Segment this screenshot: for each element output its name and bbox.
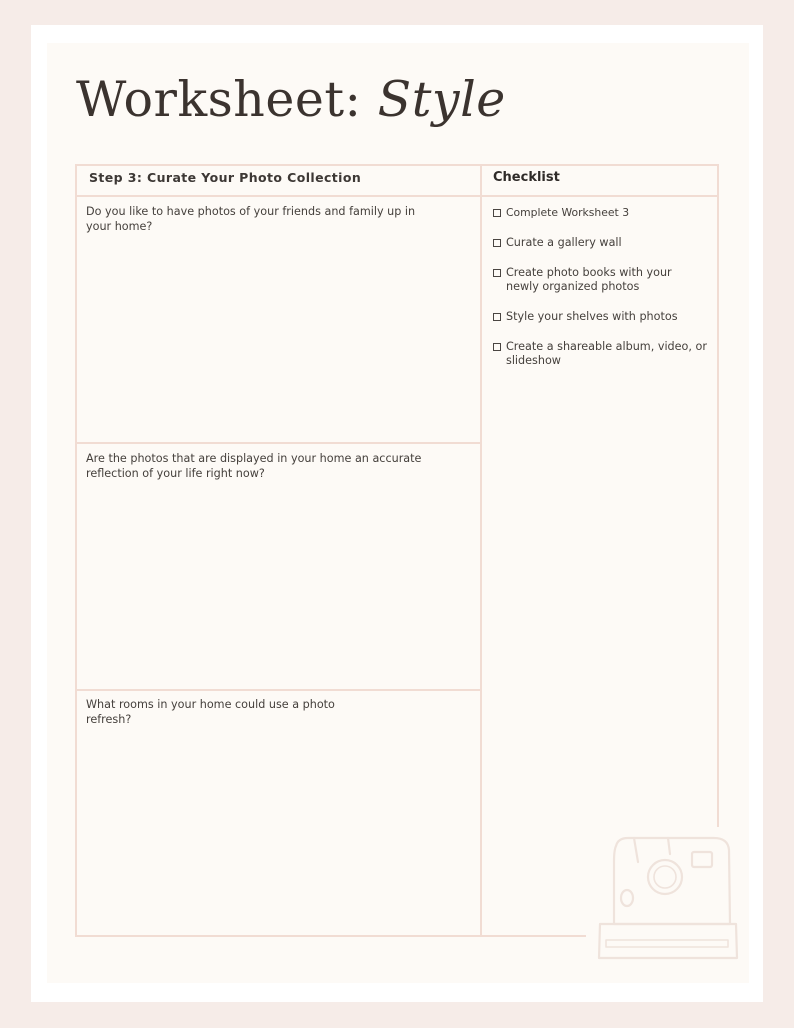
- checklist-title: Checklist: [493, 170, 560, 185]
- checklist-item[interactable]: [493, 206, 708, 220]
- section-title: Step 3: Curate Your Photo Collection: [89, 170, 362, 185]
- column-divider: [480, 164, 482, 937]
- checklist-item[interactable]: [493, 340, 708, 368]
- right-border: [717, 164, 719, 827]
- checkbox-icon[interactable]: [493, 343, 501, 351]
- bottom-border: [75, 935, 586, 937]
- checklist-item-label: Style your shelves with photos: [506, 310, 678, 323]
- title-accent: Style: [377, 71, 506, 128]
- checklist-item[interactable]: [493, 310, 708, 324]
- checkbox-icon[interactable]: [493, 269, 501, 277]
- question-1: Do you like to have photos of your friends and family up in your home?: [86, 205, 416, 233]
- checklist-item-label: Curate a gallery wall: [506, 236, 622, 249]
- title-main: Worksheet:: [76, 71, 378, 128]
- checkbox-icon[interactable]: [493, 209, 501, 217]
- camera-icon: [594, 832, 740, 964]
- question-2: Are the photos that are displayed in your home an accurate reflection of your life right now?: [86, 452, 422, 480]
- checkbox-icon[interactable]: [493, 239, 501, 247]
- checklist-item[interactable]: [493, 236, 708, 250]
- question-divider-2: [75, 689, 482, 691]
- checklist-item-label: Create a shareable album, video, or slideshow: [506, 340, 707, 367]
- checklist: [493, 206, 708, 384]
- checklist-item[interactable]: [493, 266, 708, 294]
- question-divider-1: [75, 442, 482, 444]
- question-3: What rooms in your home could use a photo refresh?: [86, 698, 335, 726]
- checkbox-icon[interactable]: [493, 313, 501, 321]
- checklist-item-label: Complete Worksheet 3: [506, 206, 630, 219]
- page-title: [76, 68, 506, 132]
- header-divider: [75, 195, 719, 197]
- checklist-item-label: Create photo books with your newly organized photos: [506, 266, 672, 293]
